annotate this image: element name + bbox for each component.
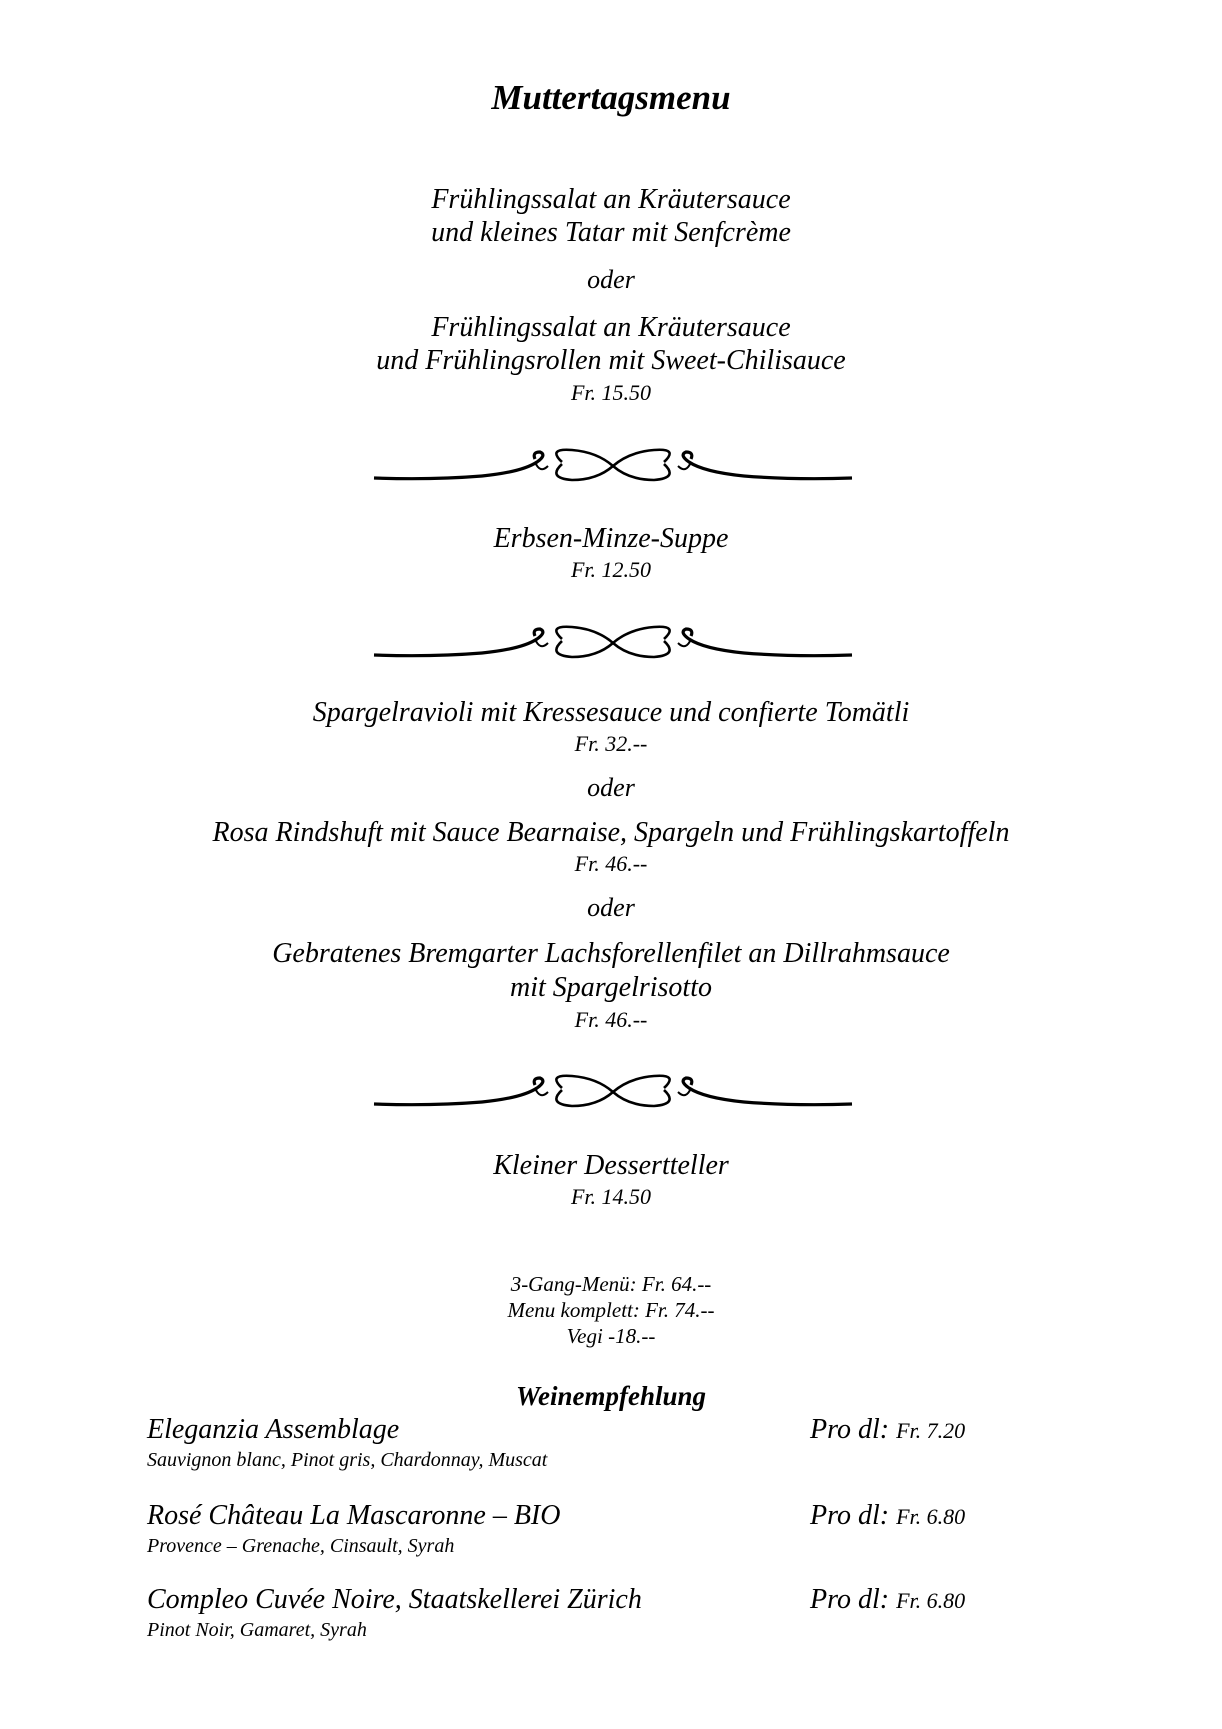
main-course-2-price: Fr. 46.-- <box>574 851 648 876</box>
starter-or: oder <box>587 265 635 294</box>
dessert-price: Fr. 14.50 <box>570 1184 652 1209</box>
dessert-name: Kleiner Dessertteller <box>493 1150 729 1181</box>
wine-1-price-line <box>810 1414 965 1446</box>
wine-2-price: Fr. 6.80 <box>896 1504 966 1529</box>
page-title: Muttertagsmenu <box>491 78 731 117</box>
wine-3-price: Fr. 6.80 <box>896 1588 966 1613</box>
wine-1-per-label: Pro dl: <box>810 1414 890 1445</box>
flourish-divider-icon <box>372 617 854 667</box>
summary-3-course: 3-Gang-Menü: Fr. 64.-- <box>510 1272 712 1296</box>
main-course-3-price: Fr. 46.-- <box>574 1007 648 1032</box>
flourish-divider-icon <box>372 440 854 490</box>
wine-3-name: Compleo Cuvée Noire, Staatskellerei Zürich <box>147 1584 642 1615</box>
starter-option-1-line-2: und kleines Tatar mit Senfcrème <box>431 217 791 248</box>
main-course-3-line-2: mit Spargelrisotto <box>510 972 712 1003</box>
starter-option-2-line-1: Frühlingssalat an Kräutersauce <box>431 312 791 343</box>
main-or-1: oder <box>587 773 635 802</box>
wine-1-grapes: Sauvignon blanc, Pinot gris, Chardonnay, Muscat <box>147 1449 548 1471</box>
flourish-divider-icon <box>372 1066 854 1116</box>
main-course-3-line-1: Gebratenes Bremgarter Lachsforellenfilet an Dillrahmsauce <box>272 938 950 969</box>
wine-heading: Weinempfehlung <box>515 1381 706 1411</box>
wine-2-per-label: Pro dl: <box>810 1500 890 1531</box>
wine-2-grapes: Provence – Grenache, Cinsault, Syrah <box>147 1535 455 1557</box>
main-course-1-price: Fr. 32.-- <box>574 731 648 756</box>
wine-3-grapes: Pinot Noir, Gamaret, Syrah <box>147 1619 367 1641</box>
main-course-1: Spargelravioli mit Kressesauce und confierte Tomätli <box>312 697 910 728</box>
wine-3-price-line <box>810 1584 965 1616</box>
starter-price: Fr. 15.50 <box>570 380 652 405</box>
wine-1-price: Fr. 7.20 <box>896 1418 966 1443</box>
wine-3-per-label: Pro dl: <box>810 1584 890 1615</box>
wine-2-name: Rosé Château La Mascaronne – BIO <box>147 1500 561 1531</box>
soup-name: Erbsen-Minze-Suppe <box>493 523 729 554</box>
summary-full-menu: Menu komplett: Fr. 74.-- <box>507 1298 715 1322</box>
main-or-2: oder <box>587 893 635 922</box>
starter-option-2-line-2: und Frühlingsrollen mit Sweet-Chilisauce <box>376 345 846 376</box>
summary-vegi: Vegi -18.-- <box>566 1324 656 1348</box>
wine-1-name: Eleganzia Assemblage <box>147 1414 400 1445</box>
soup-price: Fr. 12.50 <box>570 557 652 582</box>
starter-option-1-line-1: Frühlingssalat an Kräutersauce <box>431 184 791 215</box>
wine-2-price-line <box>810 1500 965 1532</box>
main-course-2: Rosa Rindshuft mit Sauce Bearnaise, Spargeln und Frühlingskartoffeln <box>212 817 1010 848</box>
